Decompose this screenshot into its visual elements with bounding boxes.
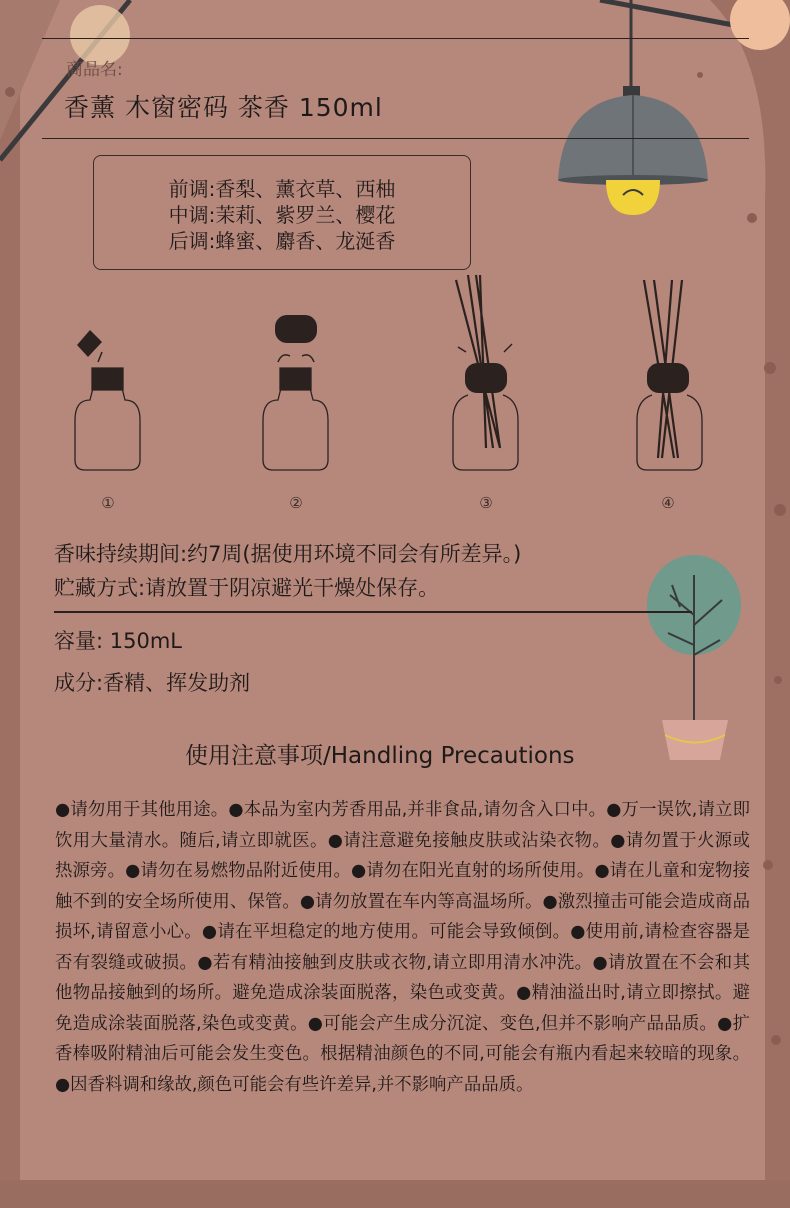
divider-under-title xyxy=(42,138,749,139)
usage-steps-illustration xyxy=(60,270,720,480)
precautions-body: ●请勿用于其他用途。●本品为室内芳香用品,并非食品,请勿含入口中。●万一误饮,请立即饮用大量清水。随后,请立即就医。●请注意避免接触皮肤或沾染衣物。●请勿置于火源或热源旁。●请勿在易燃物品附近使用。●请勿在阳光直射的场所使用。●请在儿童和宠物接触不到的安全场所使用、保管。●请勿放置在车内等高温场所。●激烈撞击可能会造成商品损坏,请留意小心。●请在平坦稳定的地方使用。可能会导致倾倒。●使用前,请检查容器是否有裂缝或破损。●若有精油接触到皮肤或衣物,请立即用清水冲洗。●请放置在不会和其他物品接触到的场所。避免造成涂装面脱落，染色或变黄。●精油溢出时,请立即擦拭。避免造成涂装面脱落,染色或变黄。●可能会产生成分沉淀、变色,但并不影响产品品质。●扩香棒吸附精油后可能会发生变色。根据精油颜色的不同,可能会有瓶内看起来较暗的现象。●因香料调和缘故,颜色可能会有些许差异,并不影响产品品质。 xyxy=(55,800,750,1095)
pendant-lamp-icon xyxy=(548,0,718,220)
step-1-open-cap-icon xyxy=(75,330,140,470)
step-number-1: ① xyxy=(101,494,115,512)
step-4-finished-diffuser-icon xyxy=(637,280,702,470)
step-number-3: ③ xyxy=(479,494,493,512)
divider-top xyxy=(42,38,749,39)
scent-notes-box xyxy=(93,155,471,270)
precautions-title: 使用注意事项/Handling Precautions xyxy=(185,743,575,769)
divider-info xyxy=(54,611,692,613)
storage-text: 贮藏方式:请放置于阴凉避光干燥处保存。 xyxy=(54,576,440,600)
capacity-text: 容量: 150mL xyxy=(54,629,182,653)
step-number-2: ② xyxy=(289,494,303,512)
product-name: 香薰 木窗密码 茶香 150ml xyxy=(64,93,383,122)
ingredients-text: 成分:香精、挥发助剂 xyxy=(54,671,251,695)
product-name-label: 商品名: xyxy=(66,60,123,80)
step-3-insert-reeds-icon xyxy=(453,275,518,470)
step-number-4: ④ xyxy=(661,494,675,512)
potted-tree-icon xyxy=(640,555,750,770)
top-note: 前调:香梨、薰衣草、西柚 xyxy=(168,177,396,201)
duration-text: 香味持续期间:约7周(据使用环境不同会有所差异。) xyxy=(54,542,522,566)
step-2-insert-stopper-icon xyxy=(263,315,328,470)
middle-note: 中调:茉莉、紫罗兰、樱花 xyxy=(168,203,396,227)
base-note: 后调:蜂蜜、麝香、龙涎香 xyxy=(168,229,396,253)
